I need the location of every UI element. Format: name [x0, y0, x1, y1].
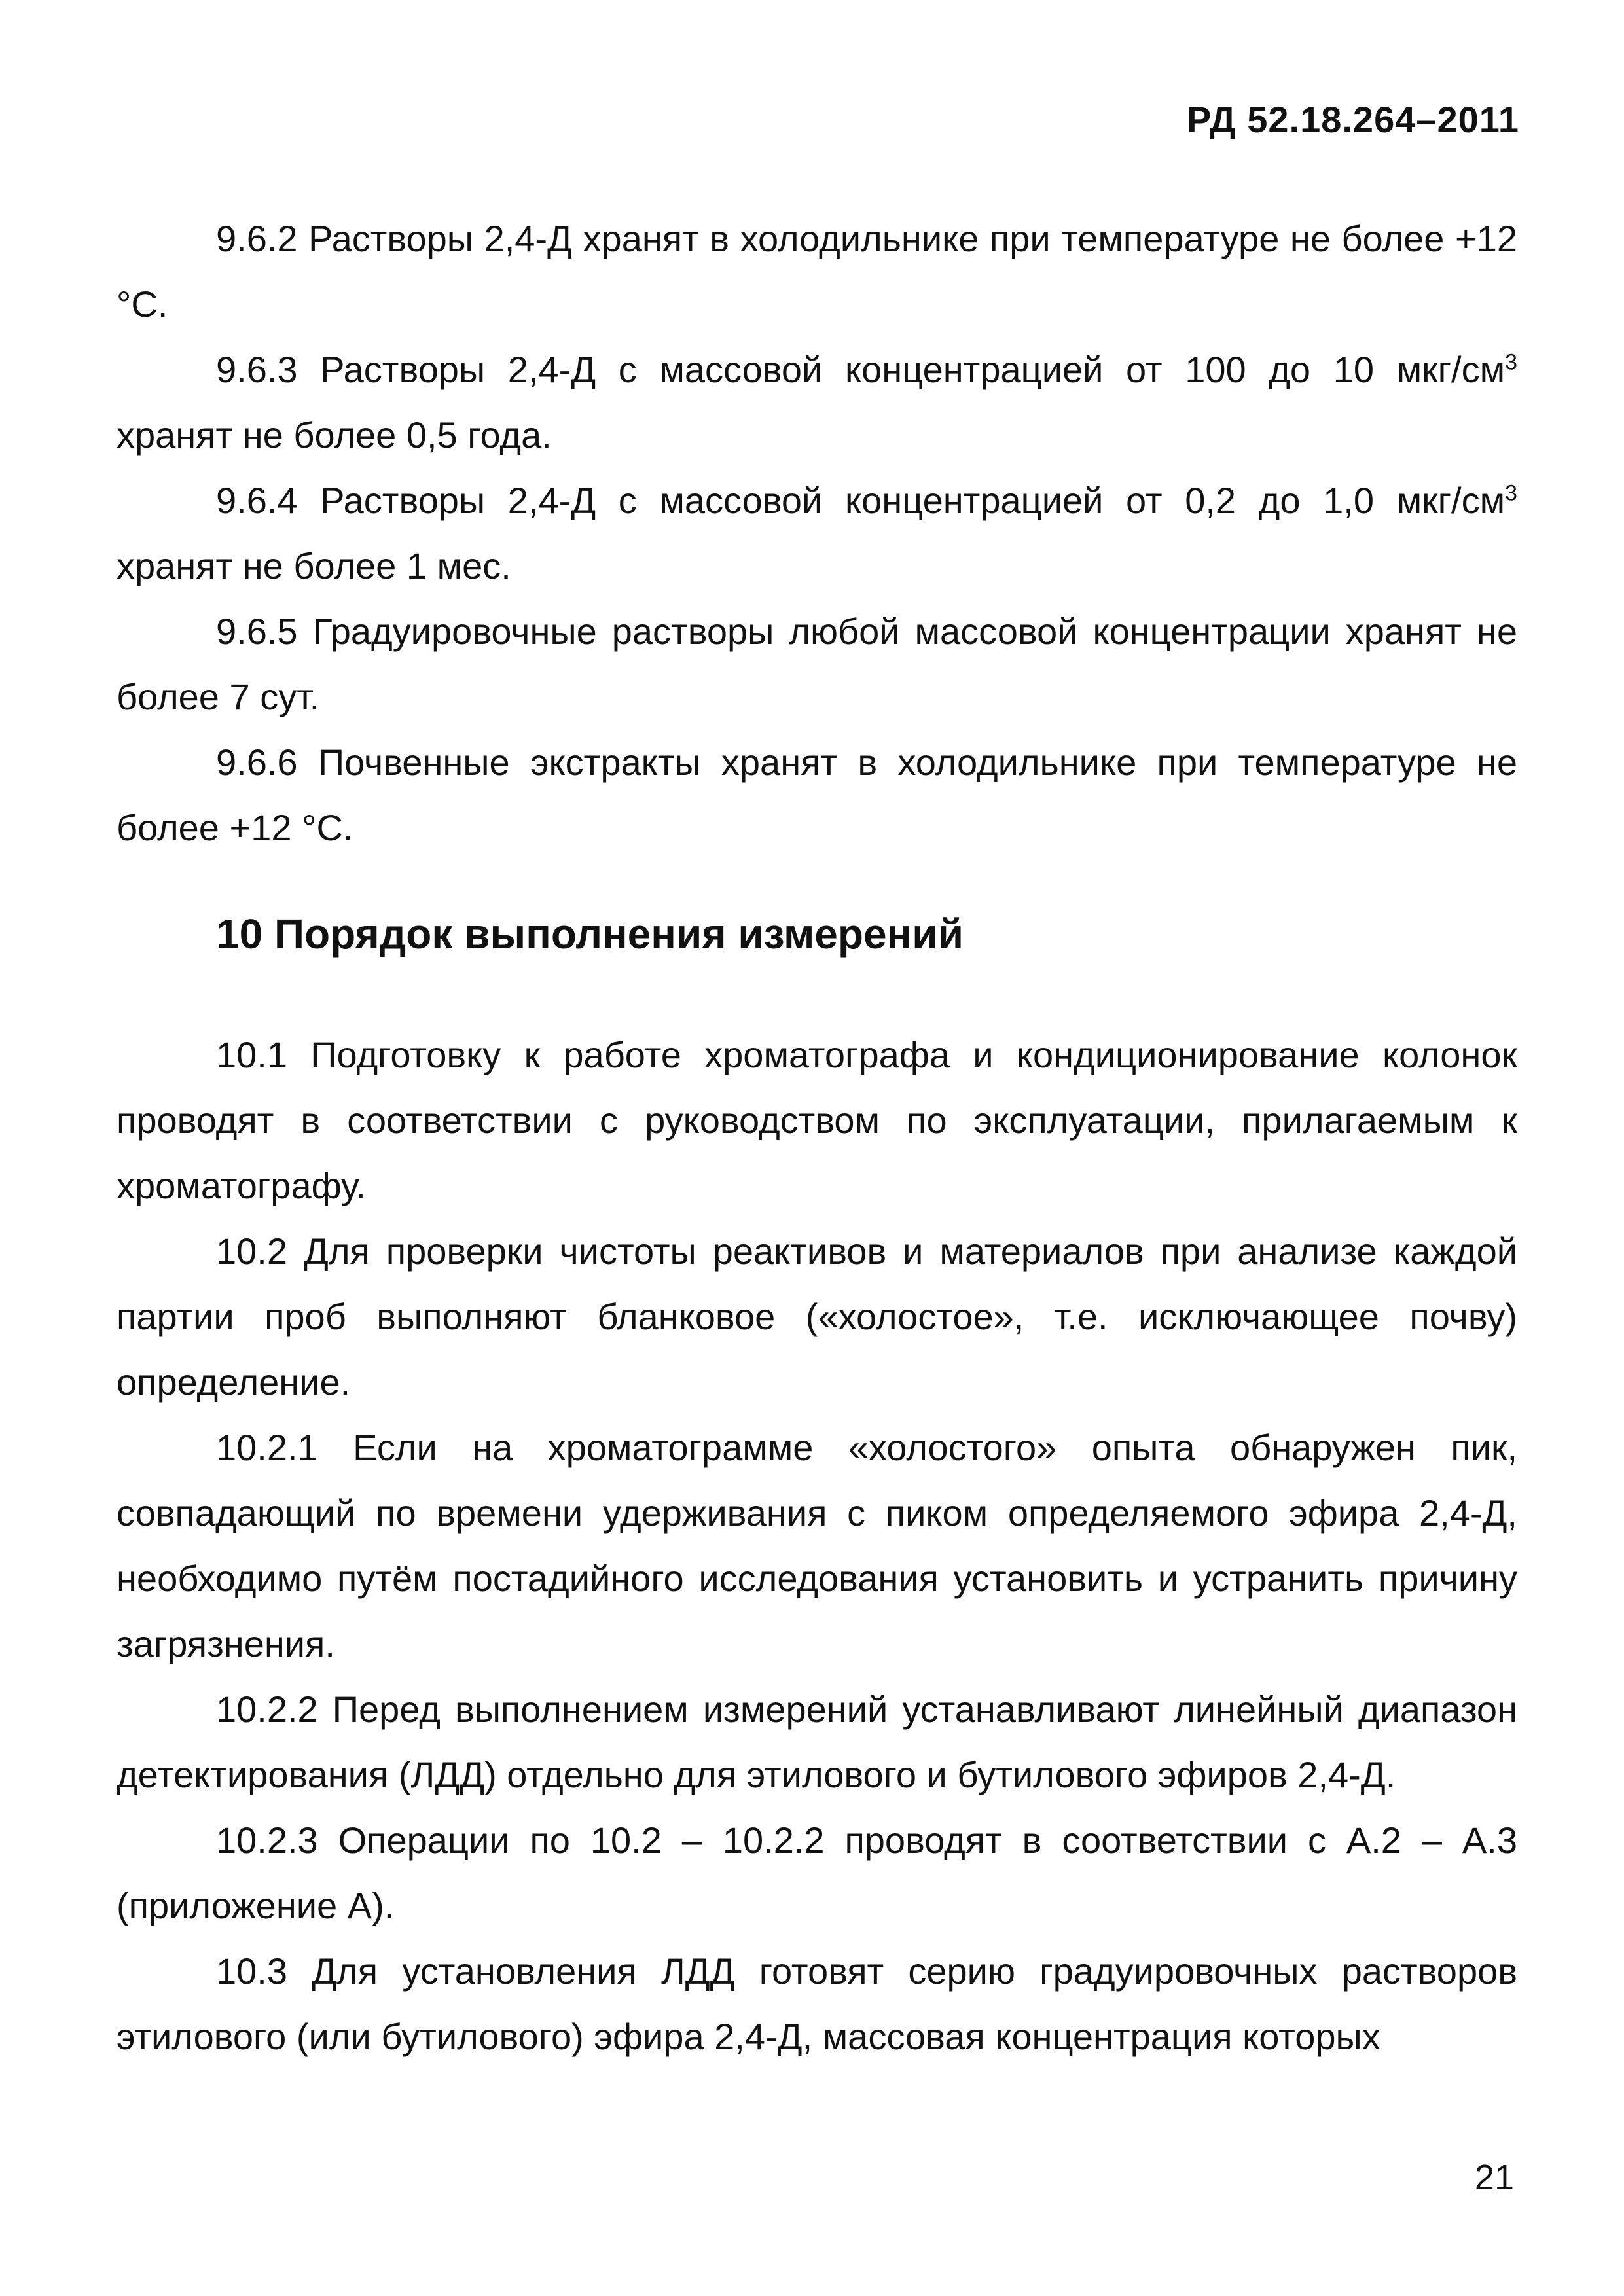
paragraph-text: хранят не более 1 мес. — [117, 545, 511, 586]
section-9-6-block — [117, 206, 1517, 861]
section-heading: 10 Порядок выполнения измерений — [216, 910, 964, 958]
document-code: РД 52.18.264–2011 — [1186, 99, 1519, 140]
paragraph-9-6-3 — [117, 337, 1517, 468]
paragraph-9-6-2: 9.6.2 Растворы 2,4-Д хранят в холодильнике при температуре не более +12 °С. — [117, 218, 1517, 325]
paragraph-text: хранят не более 0,5 года. — [117, 414, 552, 456]
paragraph-10-1: 10.1 Подготовку к работе хроматографа и кондиционирование колонок проводят в соответствии с руководством по эксплуатации, прилагаемым к хроматографу. — [117, 1034, 1517, 1206]
paragraph-9-6-5: 9.6.5 Градуировочные растворы любой массовой концентрации хранят не более 7 сут. — [117, 611, 1517, 717]
superscript-3: 3 — [1505, 480, 1517, 506]
paragraph-9-6-6: 9.6.6 Почвенные экстракты хранят в холодильнике при температуре не более +12 °С. — [117, 742, 1517, 848]
paragraph-10-2-1: 10.2.1 Если на хроматограмме «холостого» опыта обнаружен пик, совпадающий по времени удерживания с пиком определяемого эфира 2,4-Д, необходимо путём постадийного исследования установить и устранить причину загрязнения. — [117, 1427, 1517, 1664]
paragraph-text: 9.6.3 Растворы 2,4-Д с массовой концентрацией от 100 до 10 мкг/см — [216, 349, 1506, 390]
paragraph-10-2-2: 10.2.2 Перед выполнением измерений устанавливают линейный диапазон детектирования (ЛДД) отдельно для этилового и бутилового эфиров 2,4-Д. — [117, 1689, 1517, 1795]
paragraph-text: 9.6.4 Растворы 2,4-Д с массовой концентрацией от 0,2 до 1,0 мкг/см — [216, 480, 1506, 521]
superscript-3: 3 — [1505, 350, 1517, 375]
section-10-block — [117, 1022, 1517, 2070]
paragraph-10-2: 10.2 Для проверки чистоты реактивов и материалов при анализе каждой партии проб выполняют бланковое («холостое», т.е. исключающее почву) определение. — [117, 1230, 1517, 1403]
paragraph-10-2-3: 10.2.3 Операции по 10.2 – 10.2.2 проводят в соответствии с А.2 – А.3 (приложение А). — [117, 1820, 1517, 1926]
paragraph-10-3: 10.3 Для установления ЛДД готовят серию градуировочных растворов этилового (или бутилового) эфира 2,4-Д, массовая концентрация которых — [117, 1950, 1517, 2057]
paragraph-9-6-4 — [117, 468, 1517, 599]
page-number: 21 — [1474, 2158, 1514, 2197]
